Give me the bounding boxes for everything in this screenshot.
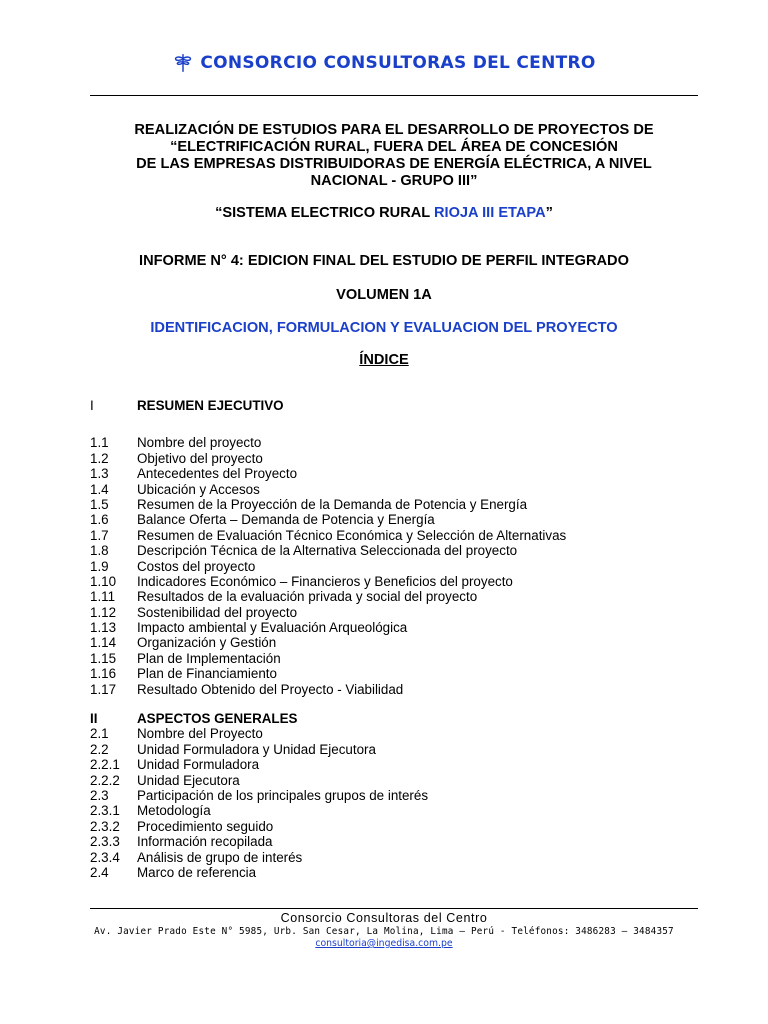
toc-item	[90, 574, 710, 589]
toc-item-label: Unidad Formuladora	[137, 757, 260, 773]
toc-section-label: RESUMEN EJECUTIVO	[137, 398, 284, 413]
toc-item	[90, 466, 710, 481]
toc-item	[90, 589, 710, 604]
system-highlight: RIOJA III ETAPA	[433, 205, 546, 221]
system-name	[90, 205, 678, 221]
toc-item-label: Resultados de la evaluación privada y social del proyecto	[137, 589, 478, 605]
index-heading: ÍNDICE	[359, 352, 409, 368]
toc-item-number: 1.15	[90, 650, 117, 666]
toc-item	[90, 651, 710, 666]
toc-item	[90, 559, 710, 574]
toc-item-label: Información recopilada	[137, 834, 273, 850]
toc-item-number: 2.1	[90, 726, 109, 742]
company-brand	[172, 52, 595, 74]
toc-list-2	[90, 726, 710, 880]
toc-item	[90, 666, 710, 681]
toc-section-number: I	[90, 398, 94, 413]
toc-item-label: Indicadores Económico – Financieros y Beneficios del proyecto	[137, 573, 513, 589]
toc-item	[90, 803, 710, 818]
volume-title: VOLUMEN 1A	[336, 287, 432, 303]
toc-item	[90, 865, 710, 880]
toc-item-number: 1.6	[90, 512, 109, 528]
toc-item	[90, 512, 710, 527]
toc-item	[90, 850, 710, 865]
toc-item-number: 2.3.2	[90, 818, 120, 834]
toc-section-2	[90, 711, 710, 726]
toc-item-label: Nombre del Proyecto	[137, 726, 263, 742]
toc-item-number: 1.10	[90, 573, 117, 589]
toc-item	[90, 682, 710, 697]
title-line-2: “ELECTRIFICACIÓN RURAL, FUERA DEL ÁREA DE CONCESIÓN	[170, 139, 618, 155]
footer-divider	[90, 908, 698, 909]
toc-item-label: Objetivo del proyecto	[137, 450, 263, 466]
toc-item	[90, 773, 710, 788]
toc-item-label: Costos del proyecto	[137, 558, 256, 574]
toc-item	[90, 435, 710, 450]
project-subtitle: IDENTIFICACION, FORMULACION Y EVALUACION DEL PROYECTO	[150, 320, 618, 336]
toc-item-label: Descripción Técnica de la Alternativa Seleccionada del proyecto	[137, 543, 518, 559]
toc-item	[90, 757, 710, 772]
toc-item-label: Procedimiento seguido	[137, 818, 274, 834]
toc-item	[90, 482, 710, 497]
page-header	[0, 52, 768, 79]
toc-item-label: Plan de Financiamiento	[137, 666, 277, 682]
toc-item-number: 1.12	[90, 604, 117, 620]
toc-section-1	[90, 398, 710, 413]
dragonfly-logo-icon	[172, 52, 194, 74]
toc-item-number: 2.2.1	[90, 757, 120, 773]
toc-item	[90, 528, 710, 543]
toc-item-number: 1.17	[90, 681, 117, 697]
toc-item	[90, 497, 710, 512]
toc-item-label: Nombre del proyecto	[137, 435, 262, 451]
toc-item-number: 2.3	[90, 787, 109, 803]
system-suffix: ”	[545, 205, 553, 221]
toc-item-number: 2.3.4	[90, 849, 120, 865]
toc-item-number: 1.1	[90, 435, 109, 451]
toc-item-number: 2.2.2	[90, 772, 120, 788]
toc-item-label: Ubicación y Accesos	[137, 481, 260, 497]
toc-item	[90, 620, 710, 635]
toc-item-label: Sostenibilidad del proyecto	[137, 604, 298, 620]
toc-item-label: Metodología	[137, 803, 211, 819]
toc-item	[90, 726, 710, 741]
toc-item-number: 1.3	[90, 466, 109, 482]
toc-item-label: Impacto ambiental y Evaluación Arqueológica	[137, 620, 408, 636]
toc-item-label: Antecedentes del Proyecto	[137, 466, 298, 482]
toc-item-number: 2.2	[90, 741, 109, 757]
toc-item-number: 1.5	[90, 496, 109, 512]
toc-item-label: Unidad Formuladora y Unidad Ejecutora	[137, 741, 376, 757]
toc-item-label: Unidad Ejecutora	[137, 772, 240, 788]
toc-item-number: 1.16	[90, 666, 117, 682]
title-line-1: REALIZACIÓN DE ESTUDIOS PARA EL DESARROLLO DE PROYECTOS DE	[134, 122, 654, 138]
toc-item-number: 1.8	[90, 543, 109, 559]
report-title: INFORME N° 4: EDICION FINAL DEL ESTUDIO DE PERFIL INTEGRADO	[139, 253, 629, 269]
title-line-3: DE LAS EMPRESAS DISTRIBUIDORAS DE ENERGÍA ELÉCTRICA, A NIVEL	[136, 156, 652, 172]
toc-item-label: Plan de Implementación	[137, 650, 281, 666]
toc-item-label: Resultado Obtenido del Proyecto - Viabilidad	[137, 681, 404, 697]
footer-email-link[interactable]: consultoria@ingedisa.com.pe	[315, 938, 453, 949]
toc-item-number: 2.3.3	[90, 834, 120, 850]
toc-item-number: 1.13	[90, 620, 117, 636]
table-of-contents	[90, 398, 710, 880]
document-title	[100, 122, 688, 190]
toc-item-label: Balance Oferta – Demanda de Potencia y Energía	[137, 512, 435, 528]
toc-item-label: Organización y Gestión	[137, 635, 277, 651]
toc-item-number: 1.7	[90, 527, 109, 543]
index-heading-wrap	[90, 352, 678, 368]
toc-item	[90, 742, 710, 757]
toc-item-number: 1.2	[90, 450, 109, 466]
toc-item	[90, 451, 710, 466]
toc-item	[90, 819, 710, 834]
company-name: CONSORCIO CONSULTORAS DEL CENTRO	[200, 53, 596, 73]
toc-item-number: 2.4	[90, 864, 109, 880]
toc-item-label: Resumen de Evaluación Técnico Económica y Selección de Alternativas	[137, 527, 567, 543]
toc-item	[90, 635, 710, 650]
toc-item	[90, 834, 710, 849]
toc-item	[90, 543, 710, 558]
footer-address: Av. Javier Prado Este N° 5985, Urb. San Cesar, La Molina, Lima – Perú - Teléfonos: 3486283 – 3484357	[94, 926, 674, 937]
toc-item-number: 1.11	[90, 589, 116, 605]
toc-item-number: 1.4	[90, 481, 109, 497]
toc-list-1	[90, 435, 710, 697]
toc-item-label: Participación de los principales grupos de interés	[137, 787, 429, 803]
toc-item-label: Marco de referencia	[137, 864, 257, 880]
toc-item-number: 1.9	[90, 558, 109, 574]
toc-item	[90, 605, 710, 620]
toc-section-label: ASPECTOS GENERALES	[137, 711, 298, 727]
footer-company: Consorcio Consultoras del Centro	[280, 911, 488, 925]
toc-section-number: II	[90, 711, 98, 727]
system-prefix: “SISTEMA ELECTRICO RURAL	[215, 205, 434, 221]
toc-item-label: Resumen de la Proyección de la Demanda de Potencia y Energía	[137, 496, 528, 512]
header-divider	[90, 95, 698, 96]
title-line-4: NACIONAL - GRUPO III”	[310, 173, 478, 189]
toc-item-label: Análisis de grupo de interés	[137, 849, 303, 865]
toc-item-number: 1.14	[90, 635, 117, 651]
toc-item-number: 2.3.1	[90, 803, 120, 819]
toc-item	[90, 788, 710, 803]
